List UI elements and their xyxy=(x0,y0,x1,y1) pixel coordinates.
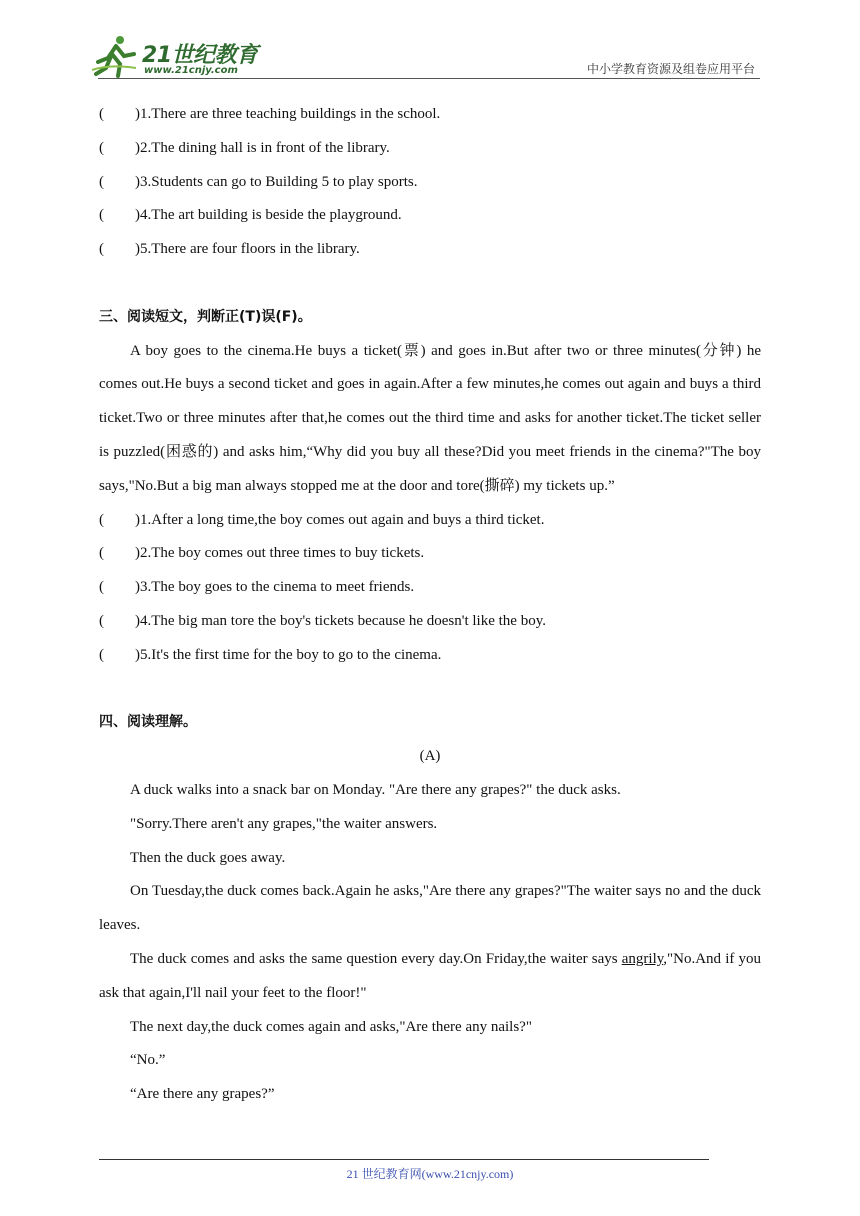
spacer xyxy=(99,673,761,707)
spacer xyxy=(99,267,761,301)
question-item xyxy=(99,571,761,605)
underlined-word: angrily xyxy=(621,950,664,967)
story-line: The next day,the duck comes again and asks,"Are there any nails?" xyxy=(130,1018,532,1035)
answer-blank[interactable]: ( xyxy=(99,511,104,528)
story-line: A duck walks into a snack bar on Monday. "Are there any grapes?" the duck asks. xyxy=(130,781,621,798)
page-footer: 21 世纪教育网(www.21cnjy.com) xyxy=(346,1167,514,1181)
site-logo xyxy=(90,34,270,78)
logo-text: 21世纪教育 xyxy=(142,43,258,68)
question-item xyxy=(99,166,761,200)
document-body xyxy=(99,98,761,1112)
logo-url: www.21cnjy.com xyxy=(144,65,238,76)
running-figure-icon xyxy=(90,34,150,78)
story-line: "Sorry.There aren't any grapes,"the waiter answers. xyxy=(130,815,438,832)
story-paragraph: On Tuesday,the duck comes back.Again he asks,"Are there any grapes?"The waiter says no and the duck leaves. xyxy=(99,883,761,934)
story-text: ,"No.And if you ask that again,I'll nail your feet to the floor!" xyxy=(99,950,761,1001)
question-text: )2.The boy comes out three times to buy tickets. xyxy=(135,545,425,562)
answer-blank[interactable]: ( xyxy=(99,545,104,562)
question-text: )4.The big man tore the boy's tickets because he doesn't like the boy. xyxy=(135,612,546,629)
question-text: )4.The art building is beside the playground. xyxy=(135,207,402,224)
question-text: )3.Students can go to Building 5 to play sports. xyxy=(135,173,418,190)
question-item xyxy=(99,504,761,538)
story-text: The duck comes and asks the same question every day.On Friday,the waiter says xyxy=(130,950,622,967)
header-platform-text: 中小学教育资源及组卷应用平台 xyxy=(586,62,755,76)
answer-blank[interactable]: ( xyxy=(99,646,104,663)
story-line: “Are there any grapes?” xyxy=(130,1086,275,1103)
question-text: )3.The boy goes to the cinema to meet friends. xyxy=(135,579,415,596)
part-label: (A) xyxy=(419,748,441,765)
story-line: Then the duck goes away. xyxy=(130,849,286,866)
question-text: )2.The dining hall is in front of the library. xyxy=(135,139,390,156)
reading-passage: A boy goes to the cinema.He buys a ticket(票) and goes in.But after two or three minutes(分钟) he comes out.He buys a second ticket and goes in again.After a few minutes,he comes out again and buys a third ticket.Two or three minutes after that,he comes out the third time and asks for another ticket.The ticket seller is puzzled(困惑的) and asks him,“Why did you buy all these?Did you meet friends in the cinema?"The boy says,"No.But a big man always stopped me at the door and tore(撕碎) my tickets up.” xyxy=(99,342,761,494)
story-paragraph xyxy=(99,943,761,1011)
answer-blank[interactable]: ( xyxy=(99,612,104,629)
question-item xyxy=(99,639,761,673)
question-text: )1.After a long time,the boy comes out again and buys a third ticket. xyxy=(135,511,545,528)
question-text: )5.There are four floors in the library. xyxy=(135,241,360,258)
answer-blank[interactable]: ( xyxy=(99,106,104,122)
question-item xyxy=(99,537,761,571)
answer-blank[interactable]: ( xyxy=(99,579,104,596)
page-header xyxy=(0,0,860,80)
question-text: )5.It's the first time for the boy to go to the cinema. xyxy=(135,646,442,663)
question-item xyxy=(99,132,761,166)
section-heading: 四、阅读理解。 xyxy=(99,714,197,731)
footer-divider xyxy=(99,1159,709,1160)
answer-blank[interactable]: ( xyxy=(99,241,104,258)
question-item xyxy=(99,199,761,233)
answer-blank[interactable]: ( xyxy=(99,173,104,190)
question-item xyxy=(99,233,761,267)
story-line: “No.” xyxy=(130,1052,166,1069)
answer-blank[interactable]: ( xyxy=(99,139,104,156)
question-item xyxy=(99,605,761,639)
header-divider xyxy=(98,78,760,79)
question-item xyxy=(99,98,761,132)
section-heading: 三、阅读短文，判断正(T)误(F)。 xyxy=(99,308,312,325)
answer-blank[interactable]: ( xyxy=(99,207,104,224)
question-text: )1.There are three teaching buildings in the school. xyxy=(135,106,441,122)
